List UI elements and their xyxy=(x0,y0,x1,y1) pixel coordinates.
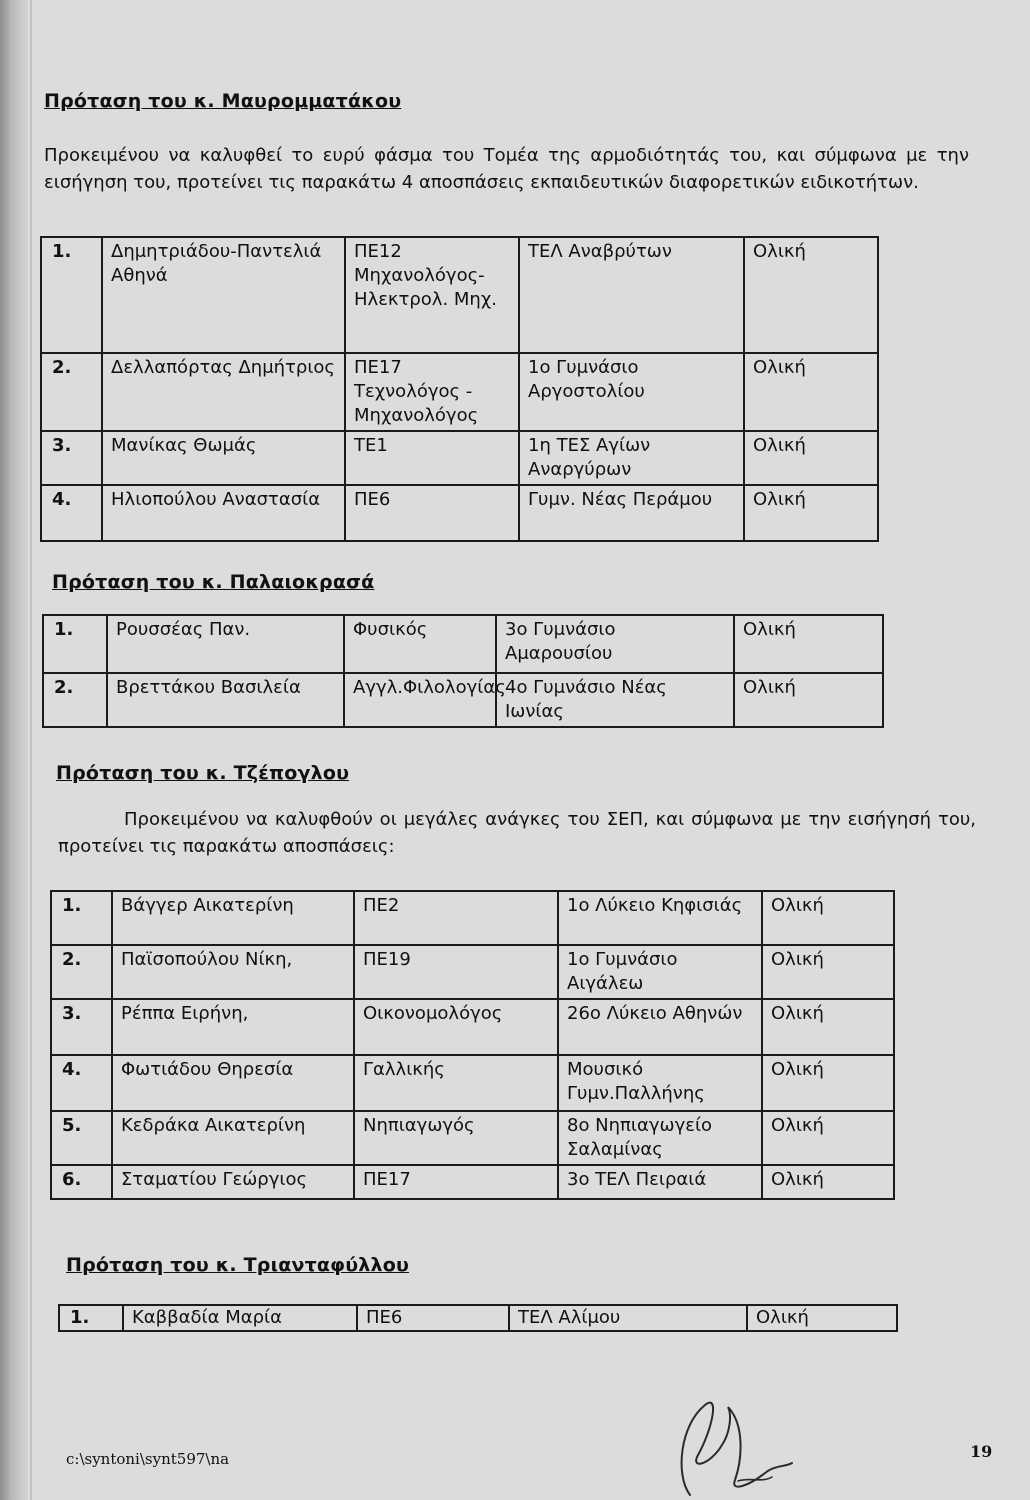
row-number: 1. xyxy=(51,891,112,945)
specialty-cell: ΠΕ17 Τεχνολόγος - Μηχανολόγος xyxy=(345,353,519,431)
specialty-cell: ΠΕ6 xyxy=(357,1305,509,1331)
table-row xyxy=(51,1165,894,1199)
table-tzepoglou xyxy=(50,890,895,1200)
name-cell: Βάγγερ Αικατερίνη xyxy=(112,891,354,945)
name-cell: Μανίκας Θωμάς xyxy=(102,431,345,485)
specialty-cell: ΠΕ12 Μηχανολόγος-Ηλεκτρολ. Μηχ. xyxy=(345,237,519,353)
table-row xyxy=(59,1305,897,1331)
row-number: 4. xyxy=(51,1055,112,1111)
school-cell: 1ο Γυμνάσιο Αιγάλεω xyxy=(558,945,762,999)
school-cell: 8ο Νηπιαγωγείο Σαλαμίνας xyxy=(558,1111,762,1165)
table-row xyxy=(41,353,878,431)
specialty-cell: Γαλλικής xyxy=(354,1055,558,1111)
school-cell: ΤΕΛ Αναβρύτων xyxy=(519,237,744,353)
name-cell: Δελλαπόρτας Δημήτριος xyxy=(102,353,345,431)
table-row xyxy=(51,1111,894,1165)
name-cell: Ρέππα Ειρήνη, xyxy=(112,999,354,1055)
specialty-cell: ΠΕ19 xyxy=(354,945,558,999)
school-cell: 1ο Γυμνάσιο Αργοστολίου xyxy=(519,353,744,431)
name-cell: Καββαδία Μαρία xyxy=(123,1305,357,1331)
school-cell: 26ο Λύκειο Αθηνών xyxy=(558,999,762,1055)
specialty-cell: ΠΕ6 xyxy=(345,485,519,541)
table-row xyxy=(41,431,878,485)
specialty-cell: ΤΕ1 xyxy=(345,431,519,485)
section-paragraph: Προκειμένου να καλυφθούν οι μεγάλες ανάγκες του ΣΕΠ, και σύμφωνα με την εισήγησή του, προτείνει τις παρακάτω αποσπάσεις: xyxy=(58,809,976,857)
specialty-cell: Φυσικός xyxy=(344,615,496,673)
name-cell: Σταματίου Γεώργιος xyxy=(112,1165,354,1199)
table-row xyxy=(51,1055,894,1111)
handwritten-signature xyxy=(650,1385,800,1500)
section-heading: Πρόταση του κ. Μαυρομματάκου xyxy=(44,90,402,112)
row-number: 1. xyxy=(41,237,102,353)
row-number: 6. xyxy=(51,1165,112,1199)
table-row xyxy=(51,891,894,945)
school-cell: 3ο Γυμνάσιο Αμαρουσίου xyxy=(496,615,734,673)
table-row xyxy=(51,999,894,1055)
row-number: 2. xyxy=(51,945,112,999)
type-cell: Ολική xyxy=(744,485,878,541)
page-edge-shadow xyxy=(0,0,28,1500)
row-number: 5. xyxy=(51,1111,112,1165)
table-row xyxy=(51,945,894,999)
row-number: 3. xyxy=(41,431,102,485)
type-cell: Ολική xyxy=(734,673,883,727)
type-cell: Ολική xyxy=(744,237,878,353)
section-heading: Πρόταση του κ. Παλαιοκρασά xyxy=(52,571,375,593)
specialty-cell: Αγγλ.Φιλολογίας xyxy=(344,673,496,727)
type-cell: Ολική xyxy=(762,1055,894,1111)
section-heading: Πρόταση του κ. Τζέπογλου xyxy=(56,762,350,784)
name-cell: Ρουσσέας Παν. xyxy=(107,615,344,673)
footer-file-path: c:\syntoni\synt597\na xyxy=(66,1450,230,1468)
school-cell: ΤΕΛ Αλίμου xyxy=(509,1305,747,1331)
specialty-cell: Νηπιαγωγός xyxy=(354,1111,558,1165)
name-cell: Κεδράκα Αικατερίνη xyxy=(112,1111,354,1165)
specialty-cell: Οικονομολόγος xyxy=(354,999,558,1055)
name-cell: Βρεττάκου Βασιλεία xyxy=(107,673,344,727)
type-cell: Ολική xyxy=(744,431,878,485)
table-row xyxy=(43,615,883,673)
type-cell: Ολική xyxy=(734,615,883,673)
school-cell: 3ο ΤΕΛ Πειραιά xyxy=(558,1165,762,1199)
name-cell: Παϊσοπούλου Νίκη, xyxy=(112,945,354,999)
school-cell: 1η ΤΕΣ Αγίων Αναργύρων xyxy=(519,431,744,485)
name-cell: Ηλιοπούλου Αναστασία xyxy=(102,485,345,541)
table-row xyxy=(43,673,883,727)
section-paragraph: Προκειμένου να καλυφθεί το ευρύ φάσμα του Τομέα της αρμοδιότητάς του, και σύμφωνα με την εισήγηση του, προτείνει τις παρακάτω 4 αποσπάσεις εκπαιδευτικών διαφορετικών ειδικοτήτων. xyxy=(44,145,969,193)
row-number: 4. xyxy=(41,485,102,541)
page-number: 19 xyxy=(970,1442,993,1461)
row-number: 3. xyxy=(51,999,112,1055)
row-number: 2. xyxy=(41,353,102,431)
name-cell: Φωτιάδου Θηρεσία xyxy=(112,1055,354,1111)
school-cell: 1ο Λύκειο Κηφισιάς xyxy=(558,891,762,945)
type-cell: Ολική xyxy=(762,999,894,1055)
row-number: 1. xyxy=(43,615,107,673)
page-fold-line xyxy=(30,0,32,1500)
table-triantafyllou xyxy=(58,1304,898,1332)
row-number: 2. xyxy=(43,673,107,727)
type-cell: Ολική xyxy=(762,891,894,945)
type-cell: Ολική xyxy=(762,1165,894,1199)
section-heading: Πρόταση του κ. Τριανταφύλλου xyxy=(66,1254,409,1276)
school-cell: Γυμν. Νέας Περάμου xyxy=(519,485,744,541)
type-cell: Ολική xyxy=(762,945,894,999)
type-cell: Ολική xyxy=(747,1305,897,1331)
school-cell: 4ο Γυμνάσιο Νέας Ιωνίας xyxy=(496,673,734,727)
type-cell: Ολική xyxy=(744,353,878,431)
table-row xyxy=(41,485,878,541)
table-palaiokrasa xyxy=(42,614,884,728)
type-cell: Ολική xyxy=(762,1111,894,1165)
specialty-cell: ΠΕ2 xyxy=(354,891,558,945)
specialty-cell: ΠΕ17 xyxy=(354,1165,558,1199)
table-row xyxy=(41,237,878,353)
name-cell: Δημητριάδου-Παντελιά Αθηνά xyxy=(102,237,345,353)
table-mavrommatakou xyxy=(40,236,879,542)
row-number: 1. xyxy=(59,1305,123,1331)
school-cell: Μουσικό Γυμν.Παλλήνης xyxy=(558,1055,762,1111)
